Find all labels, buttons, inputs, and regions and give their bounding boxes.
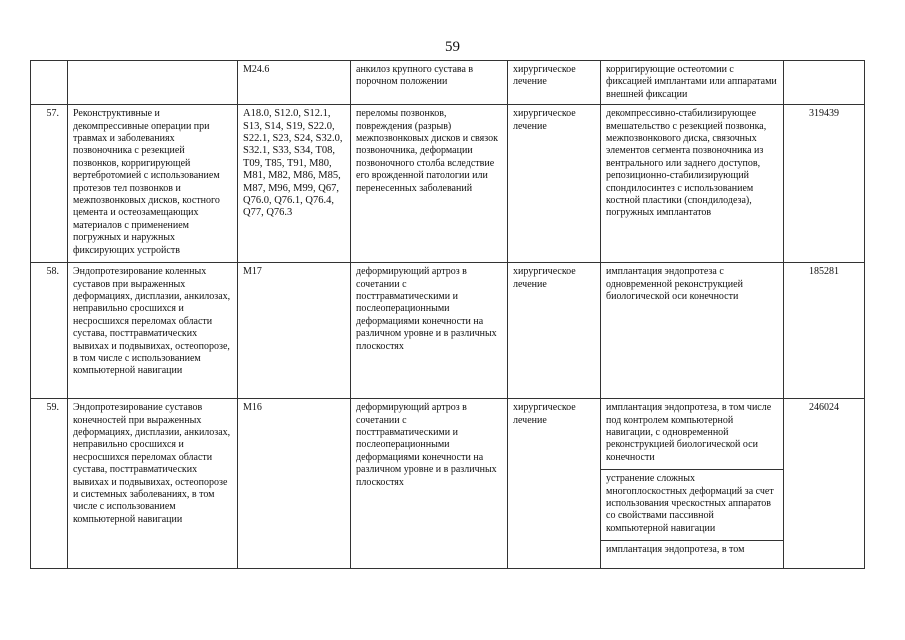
treatment-method: устранение сложных многоплоскостных деформаций за счет использования чрескостных аппаратов со свойствами пассивной компьютерной навигации	[601, 469, 783, 540]
care-type-name: Эндопротезирование суставов конечностей при выраженных деформациях, дисплазии, анкилозах, неправильно сросшихся и несросшихся переломах области сустава, посттравматических вывихах и подвывихах, остеопорозе и системных заболеваниях, в том числе с использованием компьютерной навигации	[68, 399, 238, 569]
patient-model: деформирующий артроз в сочетании с посттравматическими и послеоперационными деформациями конечности на различном уровне и в различных плоскостях	[351, 399, 508, 569]
row-number	[31, 61, 68, 105]
medical-care-table	[30, 60, 865, 569]
care-type-name: Эндопротезирование коленных суставов при выраженных деформациях, дисплазии, анкилозах, неправильно сросшихся и несросшихся переломах области сустава, посттравматических вывихах и подвывихах, остеопорозе, в том числе с использованием компьютерной навигации	[68, 263, 238, 399]
table-row	[31, 61, 865, 105]
treatment-methods	[601, 399, 784, 569]
page-number: 59	[445, 39, 460, 55]
cost-value: 185281	[784, 263, 865, 399]
treatment-type: хирургическое лечение	[508, 263, 601, 399]
icd-codes: M16	[238, 399, 351, 569]
treatment-method: имплантация эндопротеза, в том числе под контролем компьютерной навигации, с одновременной реконструкцией биологической оси конечности	[606, 402, 772, 463]
cost-value: 319439	[784, 105, 865, 263]
treatment-method: декомпрессивно-стабилизирующее вмешательство с резекцией позвонка, межпозвонкового диска, связочных элементов сегмента позвоночника из вентрального или заднего доступов, репозиционно-стабилизирующий спондилосинтез с использованием костной пластики (спондилодеза), погружных имплантатов	[606, 108, 767, 219]
treatment-type: хирургическое лечение	[508, 61, 601, 105]
care-type-name: Реконструктивные и декомпрессивные операции при травмах и заболеваниях позвоночника с резекцией позвонков, корригирующей вертебротомией с использованием протезов тел позвонков и межпозвонковых дисков, костного цемента и остеозамещающих материалов с применением погружных и наружных фиксирующих устройств	[68, 105, 238, 263]
treatment-method: имплантация эндопротеза с одновременной реконструкцией биологической оси конечности	[606, 266, 743, 303]
icd-codes: M17	[238, 263, 351, 399]
table-row	[31, 105, 865, 263]
row-number: 59.	[31, 399, 68, 569]
icd-codes: A18.0, S12.0, S12.1, S13, S14, S19, S22.0, S22.1, S23, S24, S32.0, S32.1, S33, S34, T08, T09, T85, T91, M80, M81, M82, M86, M85, M87, M96, M99, Q67, Q76.0, Q76.1, Q76.4, Q77, Q76.3	[238, 105, 351, 263]
table-row	[31, 263, 865, 399]
treatment-type: хирургическое лечение	[508, 105, 601, 263]
patient-model: деформирующий артроз в сочетании с посттравматическими и послеоперационными деформациями конечности на различном уровне и в различных плоскостях	[351, 263, 508, 399]
treatment-method: корригирующие остеотомии с фиксацией имплантами или аппаратами внешней фиксации	[606, 64, 777, 100]
patient-model: анкилоз крупного сустава в порочном положении	[351, 61, 508, 105]
treatment-methods	[601, 61, 784, 105]
treatment-method: имплантация эндопротеза, в том	[601, 540, 783, 559]
row-number: 58.	[31, 263, 68, 399]
cost-value: 246024	[784, 399, 865, 569]
table-row	[31, 399, 865, 569]
treatment-type: хирургическое лечение	[508, 399, 601, 569]
cost-value	[784, 61, 865, 105]
icd-codes: M24.6	[238, 61, 351, 105]
patient-model: переломы позвонков, повреждения (разрыв) межпозвонковых дисков и связок позвоночника, деформации позвоночного столба вследствие его врожденной патологии или перенесенных заболеваний	[351, 105, 508, 263]
treatment-methods	[601, 263, 784, 399]
care-type-name	[68, 61, 238, 105]
treatment-methods	[601, 105, 784, 263]
row-number: 57.	[31, 105, 68, 263]
